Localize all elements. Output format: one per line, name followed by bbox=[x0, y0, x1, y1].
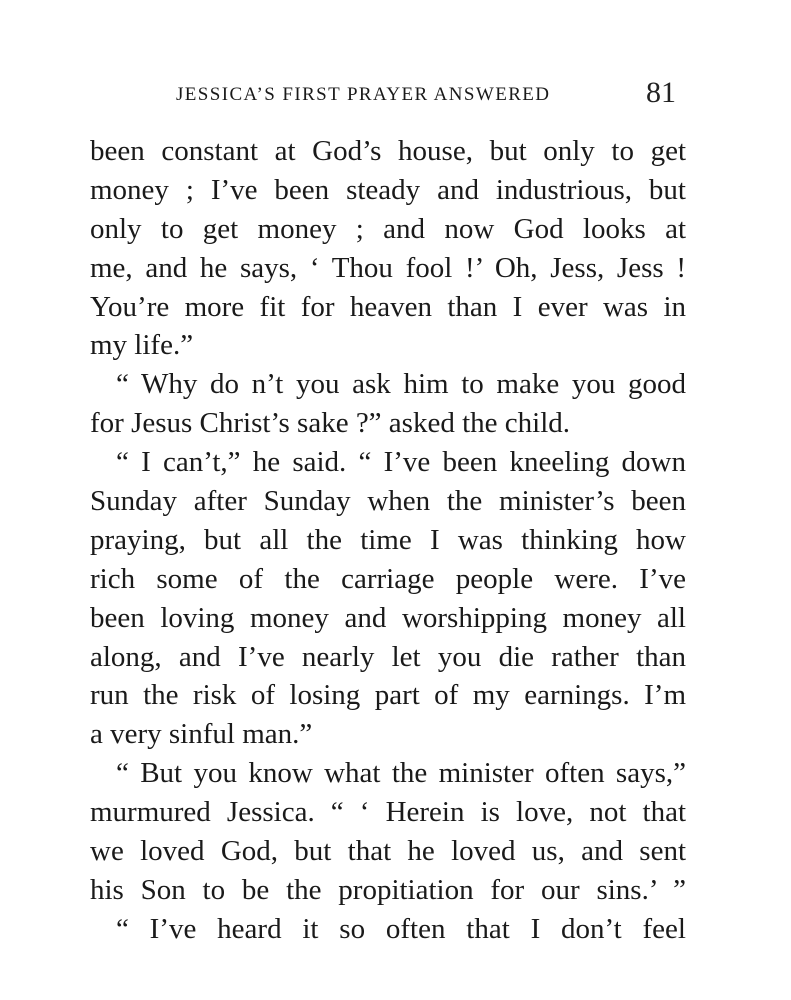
text-line: for Jesus Christ’s sake ?” asked the child. bbox=[90, 407, 571, 440]
text-line: rich some of the carriage people were. I’ve bbox=[90, 562, 686, 595]
text-line: my life.” bbox=[90, 329, 194, 362]
text-line: been constant at God’s house, but only to get bbox=[90, 135, 686, 167]
text-line: a very sinful man.” bbox=[90, 718, 313, 751]
body-text bbox=[90, 132, 686, 949]
text-line: run the risk of losing part of my earnings. I’m bbox=[90, 679, 686, 712]
text-line: his Son to be the propitiation for our sins.’ ” bbox=[90, 873, 686, 906]
text-line: praying, but all the time I was thinking how bbox=[90, 523, 686, 556]
text-line: “ I can’t,” he said. “ I’ve been kneeling down bbox=[116, 446, 686, 479]
text-line: along, and I’ve nearly let you die rather than bbox=[90, 640, 686, 673]
text-line: You’re more fit for heaven than I ever was in bbox=[90, 290, 686, 323]
running-title: JESSICA’S FIRST PRAYER ANSWERED bbox=[176, 84, 551, 105]
text-line: we loved God, but that he loved us, and sent bbox=[90, 835, 686, 868]
text-line: been loving money and worshipping money all bbox=[90, 601, 686, 634]
text-line: “ But you know what the minister often says,” bbox=[116, 757, 686, 790]
text-line: “ Why do n’t you ask him to make you good bbox=[116, 368, 686, 401]
text-line: murmured Jessica. “ ‘ Herein is love, not that bbox=[90, 796, 686, 829]
text-line: money ; I’ve been steady and industrious, but bbox=[90, 173, 686, 206]
text-line: only to get money ; and now God looks at bbox=[90, 212, 686, 245]
text-line: me, and he says, ‘ Thou fool !’ Oh, Jess, Jess ! bbox=[90, 251, 686, 284]
text-line: “ I’ve heard it so often that I don’t feel bbox=[116, 912, 686, 945]
text-line: Sunday after Sunday when the minister’s been bbox=[90, 485, 686, 518]
page-number: 81 bbox=[646, 76, 676, 109]
